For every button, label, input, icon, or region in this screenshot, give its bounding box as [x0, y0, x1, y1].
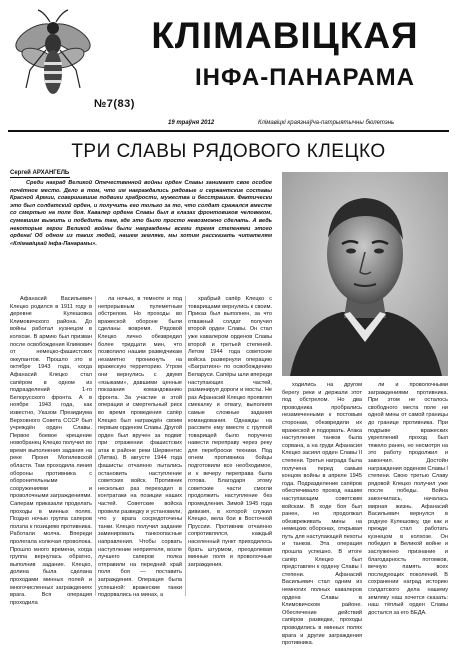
portrait-photo-svg — [282, 172, 448, 376]
column-5-text: ли и проволочными заграждениями противника. При этом не осталось свободного места поле ни одной мины от самой границы до границе противника. При подрыве вражеских укреплений проход был тяжело ранен, но несмотря на это работу продолжил и закончил. Достойн награждения орденом Славы I степени. Свою третью Славу рядовой Клецко получил уже после победы. Война закончилась, началась мирная жизнь. Афанасий Васильевич вернулся в родную Кулешовку, где как и прежде стал работать кузнецом в колхозе. Он победил в Великой войне и заслуженно признание и благодарность потомков, вечную память всех последующих поколений. В сохранении наград историю солдатского дела нашему земляку наш хочется сказать: наш тёплый орден Славы достался за его БЕДА. — [368, 382, 448, 616]
article-column-1 — [10, 296, 92, 606]
article-column-2 — [98, 296, 183, 599]
bee-emblem-svg — [10, 8, 98, 108]
masthead-title-line1: КЛІМАВІЦКАЯ — [151, 15, 419, 56]
article-column-3 — [188, 296, 272, 596]
masthead — [0, 0, 457, 140]
column-2-text: ла ночью, в темноте и под непрерывным пулеметным обстрелом. Но проходы во вражеской обороне были сделаны вовремя. Рядовой Клецко лично обезвредил более тридцати мин, что позволило нашим разведчикам незаметно проникнуть на вражескую территорию. Утром они вернулись с двумя «языками», давшими ценные показания командованию фронта. За участие в этой операции и смертельный риск во время проведения сапёр Клецко был награждён своим первым орденом Славы. Другой орден был вручен за подвиг при отражении фашистских атак в районе реки Шервентис (Литва). В августе 1944 года фашисты отчаянно пытались остановить наступление советских войск. Противник несколько раз переходил в контратаки на позиции наших частей. Советские войска провели разведку и установили, что у врага сосредоточены танки. Клецко получил задание заминировать танкоопасные направления. Чтобы сорвать наступление неприятеля, возле лучшего саперов полка отправили на передний край поля боя — поставить заграждения. Операция была успешной: вражеские танки подорвались на минах, а — [98, 296, 183, 599]
masthead-tagline: Клімавіцкі краязнаўча-патрыятычны бюлетэнь — [258, 120, 395, 126]
issue-number: №7(83) — [94, 98, 135, 110]
column-4-text: ходились на другом берегу реки и держали этот под обстрелом. Но два проводника пробрались незамеченными к постовым сторонам, обезвредили их вражеской и подорвать. Атака наступления танков была сорвана, а на груди Афанасия Клецко засиял орден Славы II степени. Третья награда была получена перед самым концом войны в апреле 1945 года. Подразделение сапёров обеспечивало проход нашим наступающим советским войскам. В ходе боя был ранен, но продолжал обезвреживать мины на немецких оборонах, открывая путь для наступающей пехоты и танков. Эта операция прошла успешно. В итоге сапёр Клецко был представлен к ордену Славы I степени. Афанасий Васильевич стал одним из немногих полных кавалеров ордена Славы в Климовичском районе. Обеспечение действий сапёров разведки, проходы проводились в минных полях врага и другие заграждения противника. — [282, 382, 362, 647]
masthead-title-line2: ІНФА-ПАНАРАМА — [194, 64, 415, 91]
author-underline — [10, 177, 70, 178]
column-divider — [95, 296, 96, 596]
article-column-5 — [368, 382, 448, 616]
article-author: Сергей АРХАНГЕЛЬ — [10, 170, 70, 176]
column-3-text: храбрый сапёр Клецко с товарищами вернулись к своим. Приказ был выполнен, за что отважный солдат получил второй орден Славы. Он стал уже кавалером орденов Славы второй и третьей степеней. Летом 1944 года советские войска развернули операцию «Багратион» по освобождению Беларуси. Сапёры шли впереди наступающих частей, разминируя дороги и мосты. Не раз Афанасий Клецко проявлял смекалку и отвагу, выполняя самые сложные задания командования. Однажды на рассвете ему вместе с группой товарищей было поручено навести переправу через реку для переброски техники. Под огнем противника бойцы подготовили все необходимое, и к вечеру переправа была готова. Благодаря этому советские части смогли продолжить наступление без промедления. Зимой 1945 года дивизия, в которой служил Клецко, вела бои в Восточной Пруссии. Противник отчаянно сопротивлялся, каждый населенный пункт приходилось брать штурмом, преодолевая минные поля и проволочные заграждения. — [188, 296, 272, 568]
issue-date: 19 траўня 2012 — [168, 120, 215, 126]
article-headline: ТРИ СЛАВЫ РЯДОВОГО КЛЕЦКО — [71, 141, 386, 162]
masthead-rule — [8, 130, 449, 132]
article-lead: Среди наград Великой Отечественной войны орден Славы занимает свое особое почётное место. Дело в том, что им награждались рядовые и сержантские составы Красной Армии, совершившие подвиги храбрости, мужества и бесстрашия. Фактически это был солдатский орден, и получить его только за то, что солдат сражался вместе со смертью на поле боя. Кавалер ордена Славы был в глазах фронтовиков человеком, сумевшим выжить и победить там, где это было просто невозможно сделать. А ведь некоторые герои Великой войны были награждены всеми тремя степенями этого ордена! Об одном из таких людей, нашем земляке, мы хотим рассказать читателям «Клімавіцкай інфа-Панарамы». — [10, 180, 272, 247]
bee-emblem-icon — [10, 8, 98, 108]
column-divider — [185, 296, 186, 596]
column-1-text: Афанасий Васильевич Клецко родился в 1911 году в деревне Кулешовка Климовичского района. До войны работал кузнецом в колхозе. В армию был призван после освобождения Климович от немецко-фашистских оккупантов. Прошло это в октябре 1943 года, когда Афанасий Клецко стал сапёром в одном из подразделений 1-го Белорусского фронта. А в ноябре 1943 года, как известно, Указом Президиума Верховного Совета СССР был учреждён орден Славы. Первое боевое крещение новобранец Клецко получил во время выполнения задания на реке Проня Могилевской области. Там проходила линия обороны противника с оборонительными сооружениями и проволочными заграждениями. Саперам приказали проделать проходы в минных полях. Поздно ночью группа саперов ползла к позициям противника. Работали молча. Впереди пролегала колючая проволока. Прошло много времени, когда группа вернулась обратно, выполнив задание. Клецко, долина была сделана проходами минных полей и многочисленных заграждениях врага. Вся операция проходила — [10, 296, 92, 606]
article-column-4 — [282, 382, 362, 647]
portrait-photo — [282, 172, 448, 376]
